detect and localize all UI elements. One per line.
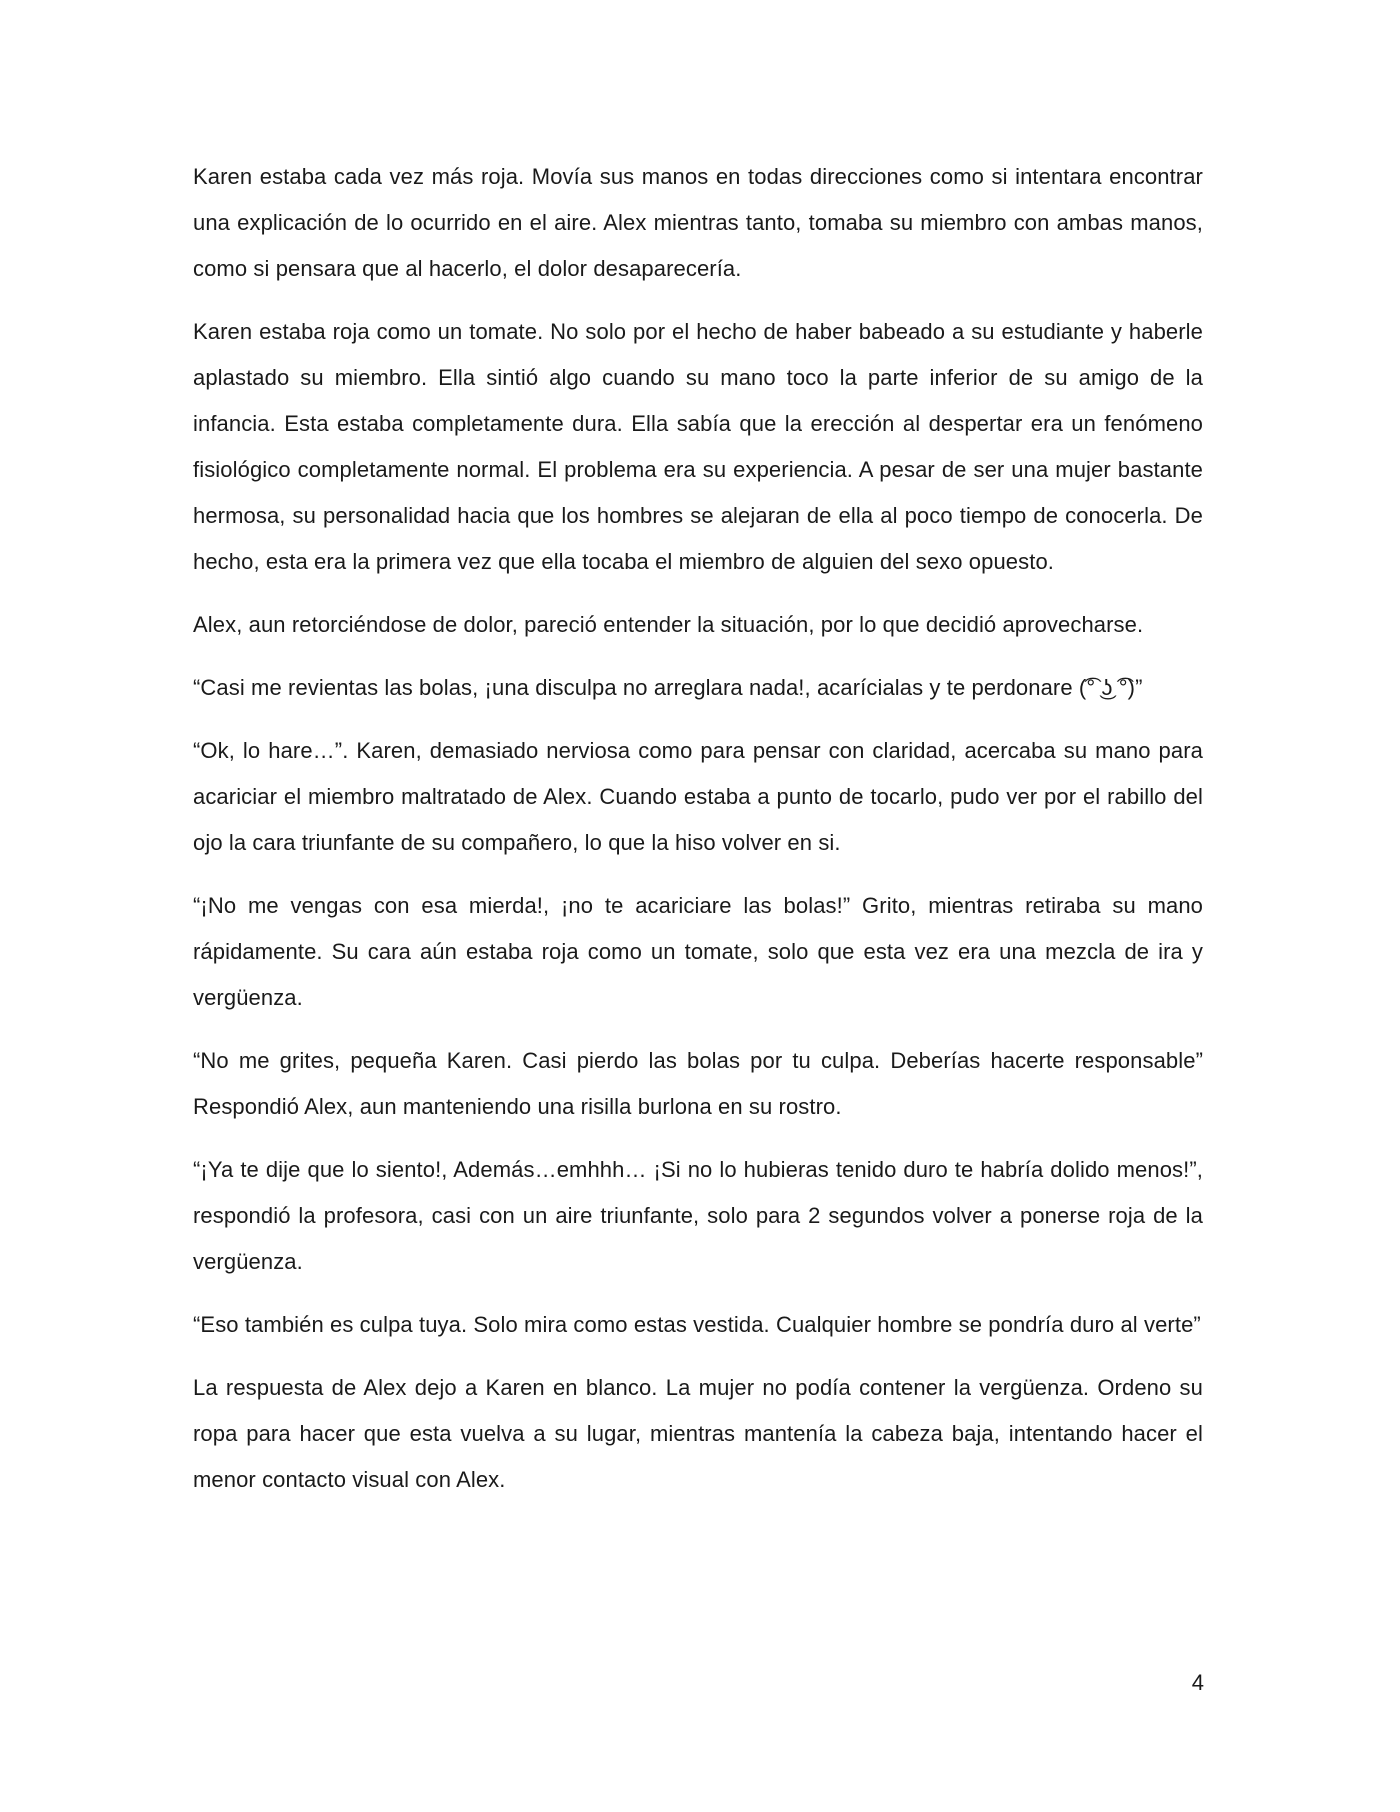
paragraph-5: “Ok, lo hare…”. Karen, demasiado nerviosa como para pensar con claridad, acercaba su mano para acariciar el miembro maltratado de Alex. Cuando estaba a punto de tocarlo, pudo ver por el rabillo del ojo la cara triunfante de su compañero, lo que la hiso volver en si.	[193, 738, 1203, 855]
paragraph-3: Alex, aun retorciéndose de dolor, pareció entender la situación, por lo que decidió aprovecharse.	[193, 612, 1144, 637]
paragraph-10: La respuesta de Alex dejo a Karen en blanco. La mujer no podía contener la vergüenza. Ordeno su ropa para hacer que esta vuelva a su lugar, mientras mantenía la cabeza baja, intentando hacer el menor contacto visual con Alex.	[193, 1375, 1203, 1492]
paragraph-6: “¡No me vengas con esa mierda!, ¡no te acariciare las bolas!” Grito, mientras retiraba su mano rápidamente. Su cara aún estaba roja como un tomate, solo que esta vez era una mezcla de ira y vergüenza.	[193, 893, 1203, 1010]
paragraph-9: “Eso también es culpa tuya. Solo mira como estas vestida. Cualquier hombre se pondría duro al verte”	[193, 1312, 1201, 1337]
paragraph-1: Karen estaba cada vez más roja. Movía sus manos en todas direcciones como si intentara encontrar una explicación de lo ocurrido en el aire. Alex mientras tanto, tomaba su miembro con ambas manos, como si pensara que al hacerlo, el dolor desaparecería.	[193, 164, 1203, 281]
paragraph-7: “No me grites, pequeña Karen. Casi pierdo las bolas por tu culpa. Deberías hacerte responsable” Respondió Alex, aun manteniendo una risilla burlona en su rostro.	[193, 1048, 1203, 1119]
page-body	[193, 154, 1203, 1520]
paragraph-2: Karen estaba roja como un tomate. No solo por el hecho de haber babeado a su estudiante y haberle aplastado su miembro. Ella sintió algo cuando su mano toco la parte inferior de su amigo de la infancia. Esta estaba completamente dura. Ella sabía que la erección al despertar era un fenómeno fisiológico completamente normal. El problema era su experiencia. A pesar de ser una mujer bastante hermosa, su personalidad hacia que los hombres se alejaran de ella al poco tiempo de conocerla. De hecho, esta era la primera vez que ella tocaba el miembro de alguien del sexo opuesto.	[193, 319, 1203, 574]
paragraph-8: “¡Ya te dije que lo siento!, Además…emhhh… ¡Si no lo hubieras tenido duro te habría dolido menos!”, respondió la profesora, casi con un aire triunfante, solo para 2 segundos volver a ponerse roja de la vergüenza.	[193, 1157, 1203, 1274]
paragraph-4: “Casi me revientas las bolas, ¡una disculpa no arreglara nada!, acarícialas y te perdonare (͡° ͜ʖ ͡°)”	[193, 675, 1143, 700]
page-number: 4	[1191, 1670, 1204, 1695]
